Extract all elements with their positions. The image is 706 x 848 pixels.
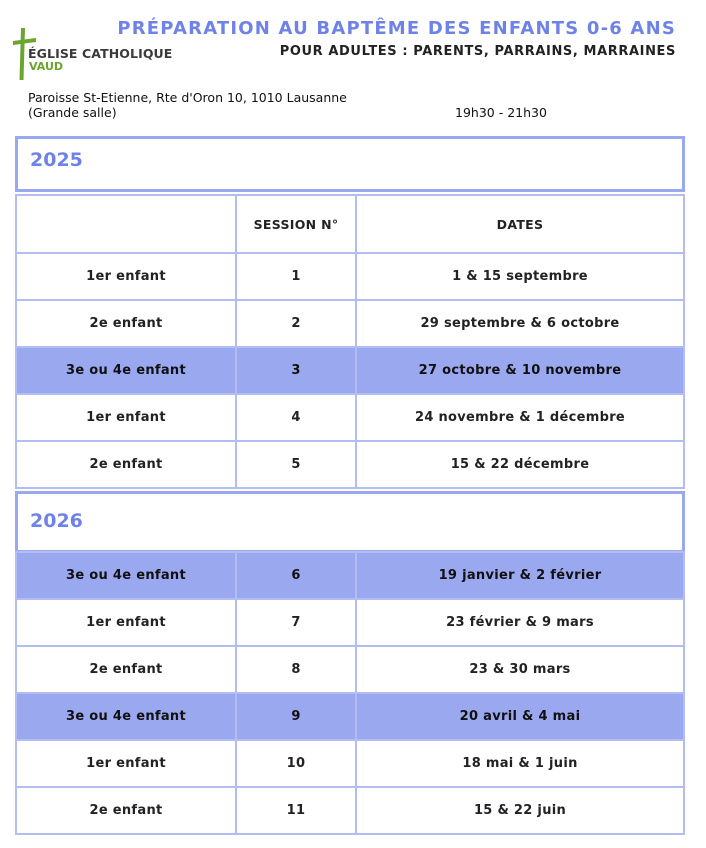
child-cell: 3e ou 4e enfant [16,693,236,740]
session-cell: 9 [236,693,356,740]
session-cell: 6 [236,552,356,599]
dates-cell: 23 février & 9 mars [356,599,684,646]
session-cell: 3 [236,347,356,394]
table-row [16,300,684,347]
year-label: 2025 [30,149,83,171]
dates-cell: 19 janvier & 2 février [356,552,684,599]
session-cell: 8 [236,646,356,693]
page-title: PRÉPARATION AU BAPTÊME DES ENFANTS 0-6 ANS [117,18,676,39]
table-row [16,394,684,441]
child-cell: 1er enfant [16,740,236,787]
table-row-highlighted [16,347,684,394]
table-row-highlighted [16,552,684,599]
page-subtitle: POUR ADULTES : PARENTS, PARRAINS, MARRAINES [279,44,676,59]
dates-cell: 18 mai & 1 juin [356,740,684,787]
child-cell: 1er enfant [16,394,236,441]
session-time: 19h30 - 21h30 [455,105,547,120]
year-heading-2025 [15,136,685,192]
session-cell: 1 [236,253,356,300]
header-cell-child [16,195,236,253]
dates-cell: 1 & 15 septembre [356,253,684,300]
dates-cell: 15 & 22 juin [356,787,684,834]
child-cell: 3e ou 4e enfant [16,552,236,599]
table-row-highlighted [16,693,684,740]
logo-text-eglise-catholique: ÉGLISE CATHOLIQUE [28,46,173,61]
dates-cell: 27 octobre & 10 novembre [356,347,684,394]
schedule-table-2025 [15,194,685,489]
table-row [16,646,684,693]
dates-cell: 20 avril & 4 mai [356,693,684,740]
table-row [16,441,684,488]
session-cell: 11 [236,787,356,834]
session-cell: 2 [236,300,356,347]
dates-cell: 23 & 30 mars [356,646,684,693]
header-cell-dates: DATES [356,195,684,253]
schedule-table-2026 [15,551,685,835]
table-row [16,599,684,646]
child-cell: 3e ou 4e enfant [16,347,236,394]
year-heading-2026 [15,491,685,553]
child-cell: 2e enfant [16,646,236,693]
address-block [28,90,347,120]
year-label: 2026 [30,510,83,532]
session-cell: 7 [236,599,356,646]
logo-text-vaud: VAUD [29,60,64,73]
session-cell: 5 [236,441,356,488]
table-row [16,253,684,300]
child-cell: 2e enfant [16,300,236,347]
child-cell: 2e enfant [16,441,236,488]
table-header-row [16,195,684,253]
address-room: (Grande salle) [28,105,117,120]
table-row [16,787,684,834]
table-row [16,740,684,787]
header-cell-session: SESSION N° [236,195,356,253]
session-cell: 10 [236,740,356,787]
child-cell: 1er enfant [16,253,236,300]
dates-cell: 29 septembre & 6 octobre [356,300,684,347]
dates-cell: 24 novembre & 1 décembre [356,394,684,441]
child-cell: 2e enfant [16,787,236,834]
child-cell: 1er enfant [16,599,236,646]
address-line: Paroisse St-Etienne, Rte d'Oron 10, 1010 Lausanne [28,90,347,105]
session-cell: 4 [236,394,356,441]
dates-cell: 15 & 22 décembre [356,441,684,488]
